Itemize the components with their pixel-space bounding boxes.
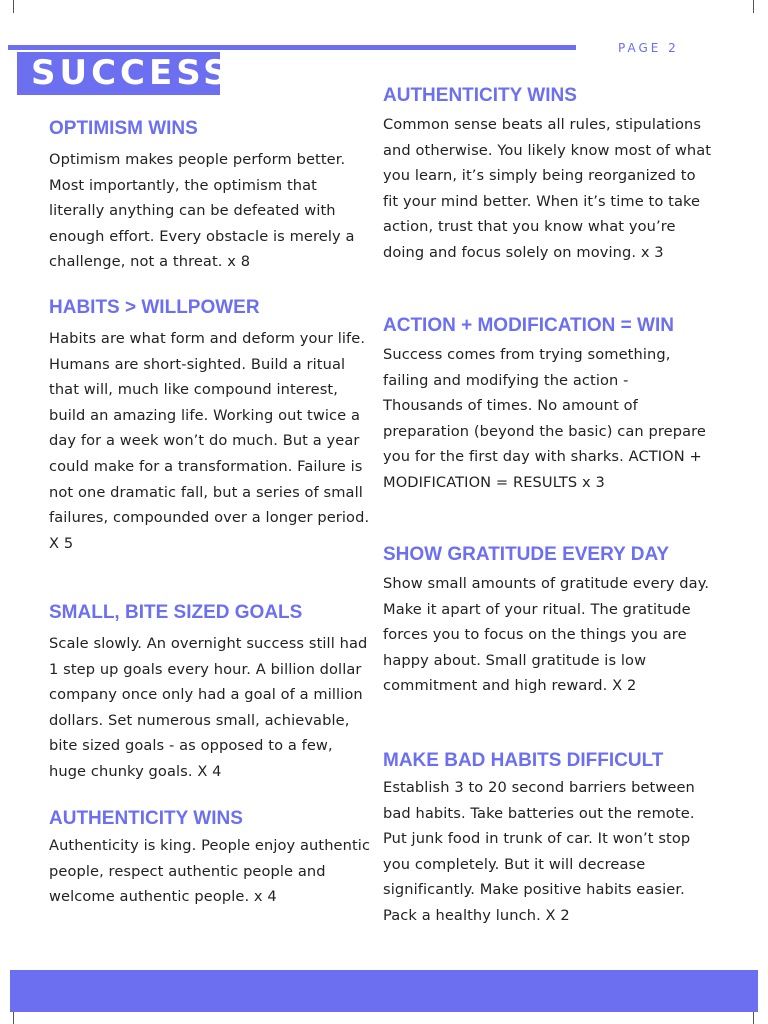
header-rule [8, 45, 576, 50]
section-heading: ACTION + MODIFICATION = WIN [383, 315, 674, 336]
section-show-gratitude [383, 543, 713, 699]
section-make-bad-habits-difficult [383, 749, 713, 929]
crop-mark-bottom-left [13, 1012, 14, 1024]
page-title: SUCCESS [31, 53, 232, 93]
section-heading: SHOW GRATITUDE EVERY DAY [383, 544, 670, 565]
section-heading: AUTHENTICITY WINS [383, 85, 577, 106]
section-authenticity-wins-left [49, 807, 371, 910]
section-body: Scale slowly. An overnight success still had 1 step up goals every hour. A billion dollar company once only had a goal of a million dollars. Set numerous small, achievable, bite sized goals - as opposed to a few, huge chunky goals. X 4 [49, 635, 368, 780]
section-body: Show small amounts of gratitude every day. Make it apart of your ritual. The gratitude forces you to focus on the things you are happy about. Small gratitude is low commitment and high reward. X 2 [383, 575, 710, 695]
section-body: Authenticity is king. People enjoy authentic people, respect authentic people and welcome authentic people. x 4 [49, 837, 371, 906]
section-habits-willpower [49, 296, 371, 556]
section-heading: MAKE BAD HABITS DIFFICULT [383, 750, 664, 771]
section-body: Success comes from trying something, failing and modifying the action - Thousands of times. No amount of preparation (beyond the basic) can prepare you for the first day with sharks. ACTION + MODIFICATION = RESULTS x 3 [383, 346, 706, 491]
crop-mark-top-right [753, 0, 754, 13]
crop-mark-top-left [13, 0, 14, 13]
section-heading: HABITS > WILLPOWER [49, 297, 260, 318]
section-body: Common sense beats all rules, stipulations and otherwise. You likely know most of what you learn, it’s simply being reorganized to fit your mind better. When it’s time to take action, trust that you know what you’re doing and focus solely on moving. x 3 [383, 116, 712, 261]
footer-band [10, 970, 758, 1012]
section-optimism-wins [49, 117, 371, 275]
section-heading: AUTHENTICITY WINS [49, 808, 243, 829]
section-authenticity-wins-right [383, 84, 713, 266]
section-heading: OPTIMISM WINS [49, 118, 198, 139]
section-action-modification [383, 314, 713, 496]
crop-mark-bottom-right [753, 1012, 754, 1024]
section-body: Optimism makes people perform better. Most importantly, the optimism that literally anything can be defeated with enough effort. Every obstacle is merely a challenge, not a threat. x 8 [49, 151, 355, 271]
section-body: Establish 3 to 20 second barriers between bad habits. Take batteries out the remote. Put junk food in trunk of car. It won’t stop you completely. But it will decrease significantly. Make positive habits easier. Pack a healthy lunch. X 2 [383, 779, 695, 924]
section-body: Habits are what form and deform your life. Humans are short-sighted. Build a ritual that will, much like compound interest, build an amazing life. Working out twice a day for a week won’t do much. But a year could make for a transformation. Failure is not one dramatic fall, but a series of small failures, compounded over a longer period. X 5 [49, 330, 370, 552]
title-banner [17, 52, 232, 95]
section-small-bite-sized-goals [49, 601, 371, 785]
page-number: PAGE 2 [618, 41, 679, 55]
section-heading: SMALL, BITE SIZED GOALS [49, 602, 303, 623]
